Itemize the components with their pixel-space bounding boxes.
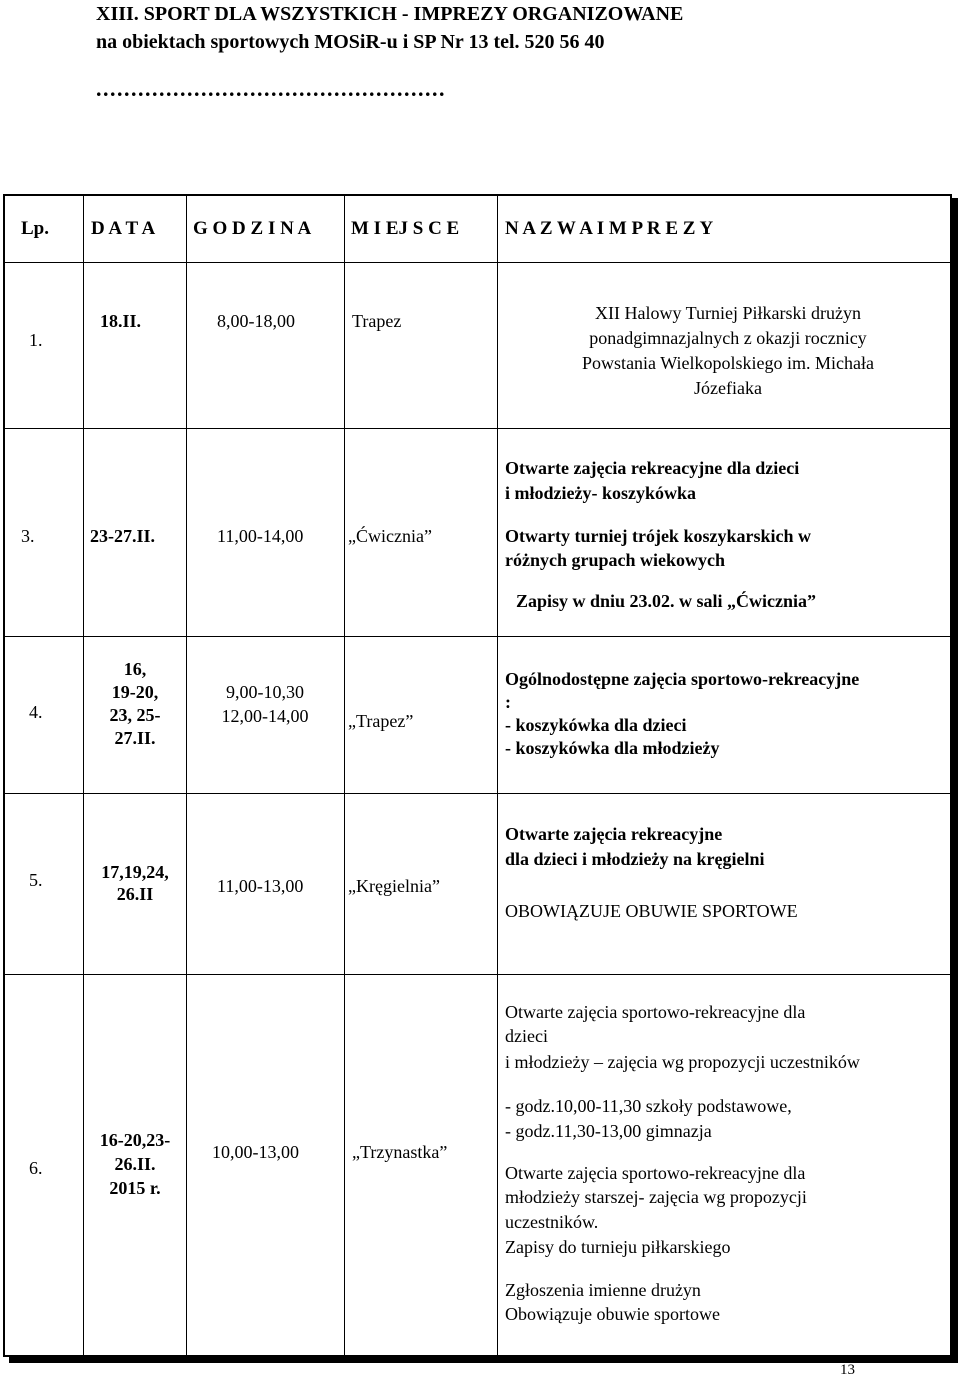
- date-line: 17,19,24,: [101, 862, 169, 882]
- section-subtitle: na obiektach sportowych MOSiR-u i SP Nr 13 tel. 520 56 40: [96, 31, 605, 53]
- dotted-separator: ..................................................: [96, 76, 446, 101]
- row-3-name-line1: Otwarte zajęcia rekreacyjne dla dzieci: [505, 458, 800, 478]
- row-6-name-line2: dzieci: [505, 1026, 548, 1046]
- column-header-time: G O D Z I N A: [193, 218, 312, 239]
- column-divider: [83, 196, 84, 1355]
- time-line: 9,00-10,30: [226, 682, 304, 702]
- row-5-notice: OBOWIĄZUJE OBUWIE SPORTOWE: [505, 901, 798, 921]
- column-header-place: M I EJ S C E: [351, 218, 460, 239]
- row-5-place: „Kręgielnia”: [348, 876, 440, 896]
- row-6-name-line10: Zgłoszenia imienne drużyn: [505, 1280, 701, 1300]
- row-5-time: 11,00-13,00: [217, 876, 304, 896]
- row-3-time: 11,00-14,00: [217, 526, 304, 546]
- row-5-dates: [85, 861, 185, 905]
- row-6-time: 10,00-13,00: [212, 1142, 299, 1162]
- column-header-date: D A T A: [91, 218, 156, 239]
- row-6-dates: [85, 1128, 185, 1200]
- row-divider: [5, 793, 950, 794]
- page-number: 13: [840, 1362, 855, 1378]
- row-6-lp: 6.: [29, 1158, 43, 1178]
- row-1-event-name: [505, 301, 951, 401]
- date-line: 26.II: [116, 884, 154, 904]
- event-line: - koszykówka dla młodzieży: [505, 738, 720, 758]
- row-4-lp: 4.: [29, 702, 43, 722]
- date-line: 26.II.: [114, 1154, 156, 1174]
- row-3-registration: Zapisy w dniu 23.02. w sali „Ćwicznia”: [516, 591, 817, 611]
- event-line: :: [505, 692, 511, 712]
- section-title: XIII. SPORT DLA WSZYSTKICH - IMPREZY ORGANIZOWANE: [96, 3, 684, 25]
- row-3-name-line2: i młodzieży- koszykówka: [505, 483, 696, 503]
- row-6-name-line3: i młodzieży – zajęcia wg propozycji uczestników: [505, 1052, 860, 1072]
- row-3-name-line3: Otwarty turniej trójek koszykarskich w: [505, 526, 811, 546]
- table-shadow-bottom: [9, 1357, 958, 1363]
- row-3-name-line4: różnych grupach wiekowych: [505, 550, 725, 570]
- column-header-name: N A Z W A I M P R E Z Y: [505, 218, 714, 239]
- column-divider: [186, 196, 187, 1355]
- row-divider: [5, 974, 950, 975]
- table-shadow-right: [952, 198, 958, 1361]
- event-line: Ogólnodostępne zajęcia sportowo-rekreacyjne: [505, 669, 860, 689]
- date-line: 19-20,: [111, 682, 159, 702]
- row-divider: [5, 428, 950, 429]
- row-divider: [5, 262, 950, 263]
- column-divider: [344, 196, 345, 1355]
- event-line: ponadgimnazjalnych z okazji rocznicy: [589, 328, 867, 348]
- date-line: 16-20,23-: [99, 1130, 171, 1150]
- row-6-name-line6: Otwarte zajęcia sportowo-rekreacyjne dla: [505, 1163, 806, 1183]
- event-line: XII Halowy Turniej Piłkarski drużyn: [595, 303, 861, 323]
- row-divider: [5, 636, 950, 637]
- row-6-place: „Trzynastka”: [352, 1142, 448, 1162]
- column-header-lp: Lp.: [21, 218, 49, 239]
- row-6-name-line11: Obowiązuje obuwie sportowe: [505, 1304, 720, 1324]
- row-4-dates: [85, 658, 185, 750]
- row-4-place: „Trapez”: [348, 711, 414, 731]
- row-6-name-line5: - godz.11,30-13,00 gimnazja: [505, 1121, 712, 1141]
- row-1-date: 18.II.: [100, 311, 142, 331]
- row-5-name-line2: dla dzieci i młodzieży na kręgielni: [505, 849, 765, 869]
- time-line: 12,00-14,00: [221, 706, 309, 726]
- row-4-times: [187, 680, 343, 728]
- row-6-name-line4: - godz.10,00-11,30 szkoły podstawowe,: [505, 1096, 792, 1116]
- row-6-name-line7: młodzieży starszej- zajęcia wg propozycji: [505, 1187, 807, 1207]
- date-line: 23, 25-: [109, 705, 161, 725]
- events-table: [3, 194, 952, 1357]
- row-3-lp: 3.: [21, 526, 35, 546]
- row-1-time: 8,00-18,00: [217, 311, 295, 331]
- row-6-name-line8: uczestników.: [505, 1212, 599, 1232]
- event-line: Józefiaka: [694, 378, 762, 398]
- event-line: Powstania Wielkopolskiego im. Michała: [582, 353, 874, 373]
- column-divider: [497, 196, 498, 1355]
- row-4-event-name: [505, 668, 859, 760]
- date-line: 16,: [123, 659, 147, 679]
- row-5-lp: 5.: [29, 870, 43, 890]
- date-line: 27.II.: [114, 728, 156, 748]
- row-3-date: 23-27.II.: [90, 526, 156, 546]
- row-6-name-line1: Otwarte zajęcia sportowo-rekreacyjne dla: [505, 1002, 806, 1022]
- event-line: - koszykówka dla dzieci: [505, 715, 687, 735]
- row-1-place: Trapez: [352, 311, 402, 331]
- date-line: 2015 r.: [109, 1178, 161, 1198]
- row-5-name-line1: Otwarte zajęcia rekreacyjne: [505, 824, 723, 844]
- row-6-name-line9: Zapisy do turnieju piłkarskiego: [505, 1237, 731, 1257]
- row-1-lp: 1.: [29, 330, 43, 350]
- row-3-place: „Ćwicznia”: [348, 526, 432, 546]
